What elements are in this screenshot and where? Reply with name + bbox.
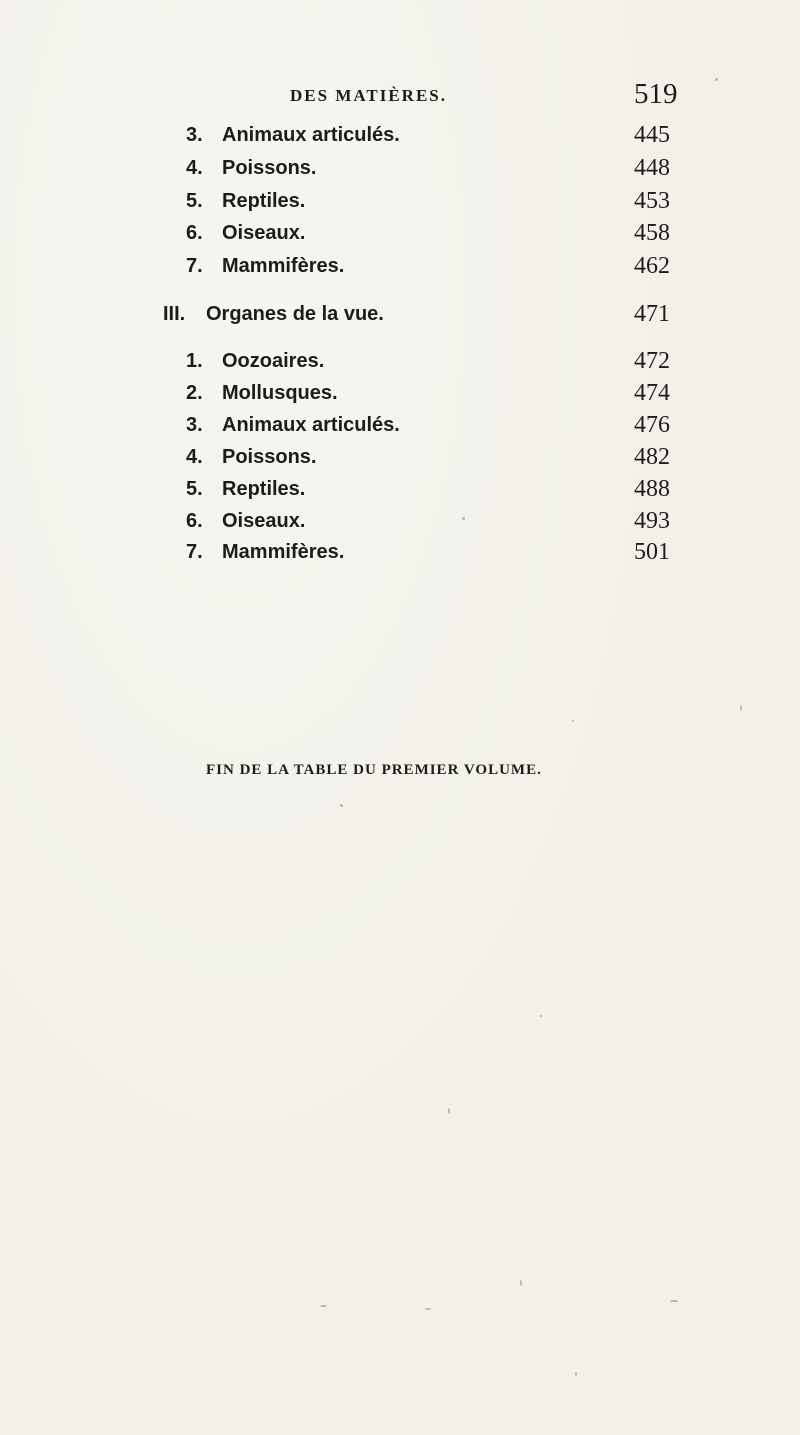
entry-page: 482 [634,444,670,470]
paper-speck [425,1308,431,1310]
toc-entry [0,478,800,512]
paper-speck [572,720,574,722]
entry-page: 458 [634,220,670,246]
running-head: DES MATIÈRES. [290,86,447,105]
entry-page: 453 [634,188,670,214]
entry-number: 4. [186,446,203,468]
section-label: Organes de la vue. [206,303,384,325]
section-page: 471 [634,301,670,327]
entry-label: Reptiles. [222,478,306,500]
entry-label: Mollusques. [222,382,338,404]
toc-entry [0,414,800,448]
entry-label: Poissons. [222,157,317,179]
entry-label: Oiseaux. [222,222,306,244]
toc-entry [0,446,800,480]
page-number: 519 [634,78,678,110]
entry-number: 5. [186,190,203,212]
entry-number: 2. [186,382,203,404]
entry-number: 3. [186,414,203,436]
toc-entry [0,222,800,256]
toc-entry [0,190,800,224]
entry-label: Reptiles. [222,190,306,212]
entry-number: 4. [186,157,203,179]
entry-page: 474 [634,380,670,406]
entry-number: 7. [186,541,203,563]
entry-label: Animaux articulés. [222,414,400,436]
entry-label: Mammifères. [222,255,345,277]
entry-number: 3. [186,124,203,146]
toc-entry [0,124,800,158]
paper-speck [670,1300,678,1302]
toc-entry [0,541,800,575]
toc-section-entry [0,303,800,337]
toc-entry [0,350,800,384]
paper-speck [575,1372,577,1376]
entry-page: 462 [634,253,670,279]
paper-speck [715,78,718,81]
entry-label: Oozoaires. [222,350,325,372]
end-of-table-note: FIN DE LA TABLE DU PREMIER VOLUME. [206,762,542,778]
entry-label: Poissons. [222,446,317,468]
entry-page: 445 [634,122,670,148]
toc-entry [0,510,800,544]
paper-speck [740,705,742,711]
entry-number: 5. [186,478,203,500]
paper-speck [448,1108,450,1114]
paper-speck [520,1280,522,1286]
entry-label: Animaux articulés. [222,124,400,146]
toc-entry [0,382,800,416]
paper-speck [462,517,465,520]
entry-page: 501 [634,539,670,565]
entry-label: Mammifères. [222,541,345,563]
paper-speck [320,1305,327,1307]
entry-number: 6. [186,222,203,244]
entry-page: 448 [634,155,670,181]
entry-page: 472 [634,348,670,374]
entry-page: 476 [634,412,670,438]
entry-label: Oiseaux. [222,510,306,532]
toc-entry [0,255,800,289]
toc-entry [0,157,800,191]
paper-speck [540,1015,542,1017]
entry-number: 1. [186,350,203,372]
entry-number: 6. [186,510,203,532]
entry-number: 7. [186,255,203,277]
entry-page: 488 [634,476,670,502]
paper-speck [340,804,343,807]
section-number: III. [163,303,186,325]
entry-page: 493 [634,508,670,534]
